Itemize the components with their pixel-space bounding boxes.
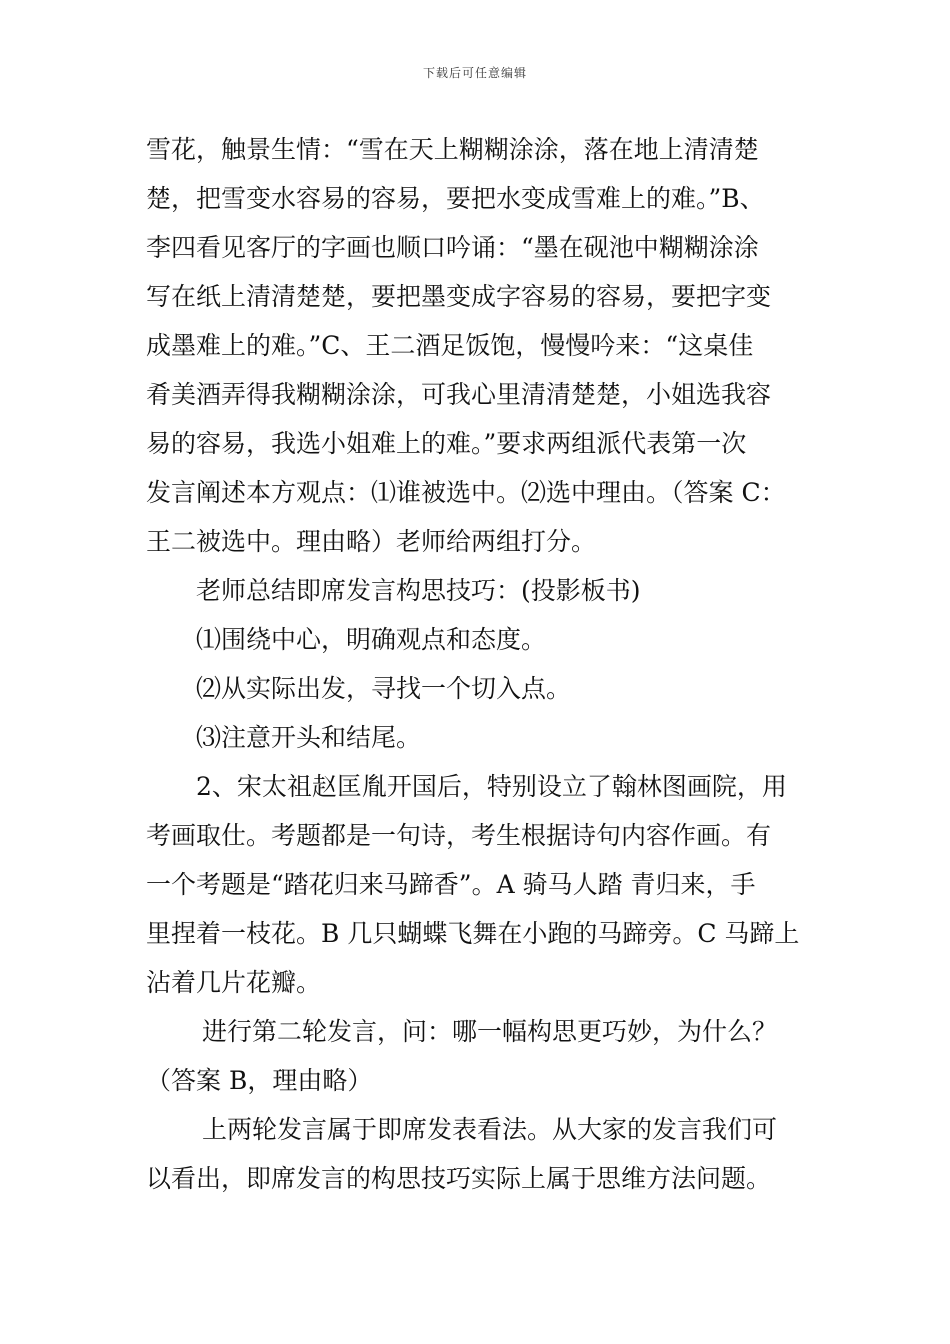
text-line: 一个考题是“踏花归来马蹄香”。A 骑马人踏 青归来，手: [146, 870, 756, 899]
text-line: ⑶注意开头和结尾。: [196, 723, 422, 752]
text-line: 易的容易，我选小姐难上的难。”要求两组派代表第一次: [146, 429, 747, 458]
text-line: 进行第二轮发言，问：哪一幅构思更巧妙，为什么？: [202, 1017, 778, 1046]
text-line: 李四看见客厅的字画也顺口吟诵：“墨在砚池中糊糊涂涂: [146, 233, 759, 262]
text-line: 成墨难上的难。”C、王二酒足饭饱，慢慢吟来：“这桌佳: [146, 331, 754, 360]
text-line: ⑴围绕中心，明确观点和态度。: [196, 625, 547, 654]
document-body: [146, 132, 810, 1210]
text-line: 里捏着一枝花。B 几只蝴蝶飞舞在小跑的马蹄旁。C 马蹄上: [146, 919, 800, 948]
text-line: 王二被选中。理由略）老师给两组打分。: [146, 527, 597, 556]
text-line: 肴美酒弄得我糊糊涂涂，可我心里清清楚楚，小姐选我容: [146, 380, 772, 409]
text-line: 发言阐述本方观点：⑴谁被选中。⑵选中理由。（答案 C：: [146, 478, 786, 507]
text-line: 以看出，即席发言的构思技巧实际上属于思维方法问题。: [146, 1164, 772, 1193]
text-line: 雪花，触景生情：“雪在天上糊糊涂涂，落在地上清清楚: [146, 135, 759, 164]
text-line: 2、宋太祖赵匡胤开国后，特别设立了翰林图画院，用: [196, 772, 787, 801]
text-line: 沾着几片花瓣。: [146, 968, 322, 997]
text-line: ⑵从实际出发，寻找一个切入点。: [196, 674, 572, 703]
text-line: 考画取仕。考题都是一句诗，考生根据诗句内容作画。有: [146, 821, 772, 850]
text-line: 楚，把雪变水容易的容易，要把水变成雪难上的难。”B、: [146, 184, 765, 213]
text-line: 老师总结即席发言构思技巧：(投影板书): [196, 576, 641, 605]
text-line: 上两轮发言属于即席发表看法。从大家的发言我们可: [202, 1115, 778, 1144]
text-line: （答案 B，理由略）: [146, 1066, 373, 1095]
page-header: 下载后可任意编辑: [422, 66, 527, 80]
text-line: 写在纸上清清楚楚，要把墨变成字容易的容易，要把字变: [146, 282, 772, 311]
